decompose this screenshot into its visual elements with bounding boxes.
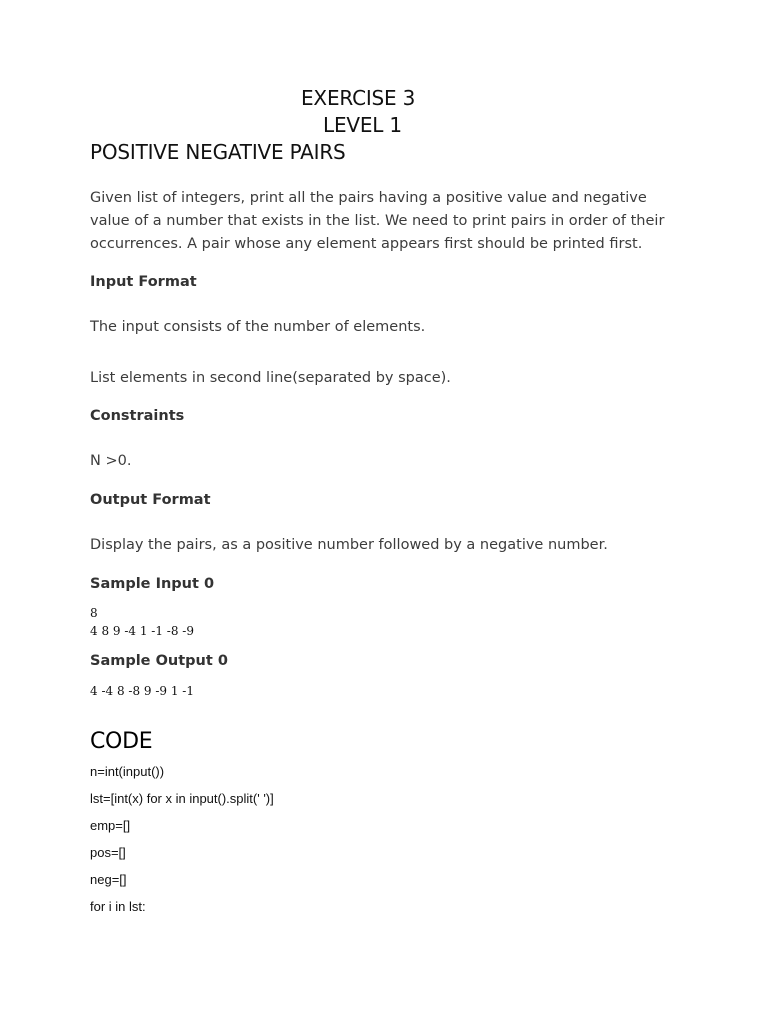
constraints-heading: Constraints bbox=[90, 408, 185, 424]
code-line: for i in lst: bbox=[90, 899, 146, 914]
code-line: pos=[] bbox=[90, 845, 126, 860]
input-format-heading: Input Format bbox=[90, 274, 197, 290]
code-line: neg=[] bbox=[90, 872, 127, 887]
problem-title: POSITIVE NEGATIVE PAIRS bbox=[90, 140, 346, 164]
output-format-heading: Output Format bbox=[90, 492, 211, 508]
constraints-text: N >0. bbox=[90, 453, 132, 469]
output-format-text: Display the pairs, as a positive number followed by a negative number. bbox=[90, 537, 608, 553]
sample-output-heading: Sample Output 0 bbox=[90, 653, 228, 669]
problem-description: Given list of integers, print all the pairs having a positive value and negative value of a number that exists in the list. We need to print pairs in order of their occurrences. A pair whose any element appears first should be printed first. bbox=[90, 190, 665, 252]
sample-input-line-2: 4 8 9 -4 1 -1 -8 -9 bbox=[90, 624, 194, 638]
input-format-line-2: List elements in second line(separated by space). bbox=[90, 370, 451, 386]
code-line: n=int(input()) bbox=[90, 764, 165, 779]
level-title: LEVEL 1 bbox=[323, 113, 402, 137]
code-heading: CODE bbox=[90, 729, 153, 754]
input-format-line-1: The input consists of the number of elements. bbox=[90, 319, 426, 335]
code-line: lst=[int(x) for x in input().split(' ')] bbox=[90, 791, 274, 806]
code-line: emp=[] bbox=[90, 818, 131, 833]
exercise-title: EXERCISE 3 bbox=[301, 86, 416, 110]
sample-output-line-1: 4 -4 8 -8 9 -9 1 -1 bbox=[90, 684, 194, 698]
sample-input-line-1: 8 bbox=[90, 606, 98, 620]
sample-input-heading: Sample Input 0 bbox=[90, 576, 215, 592]
